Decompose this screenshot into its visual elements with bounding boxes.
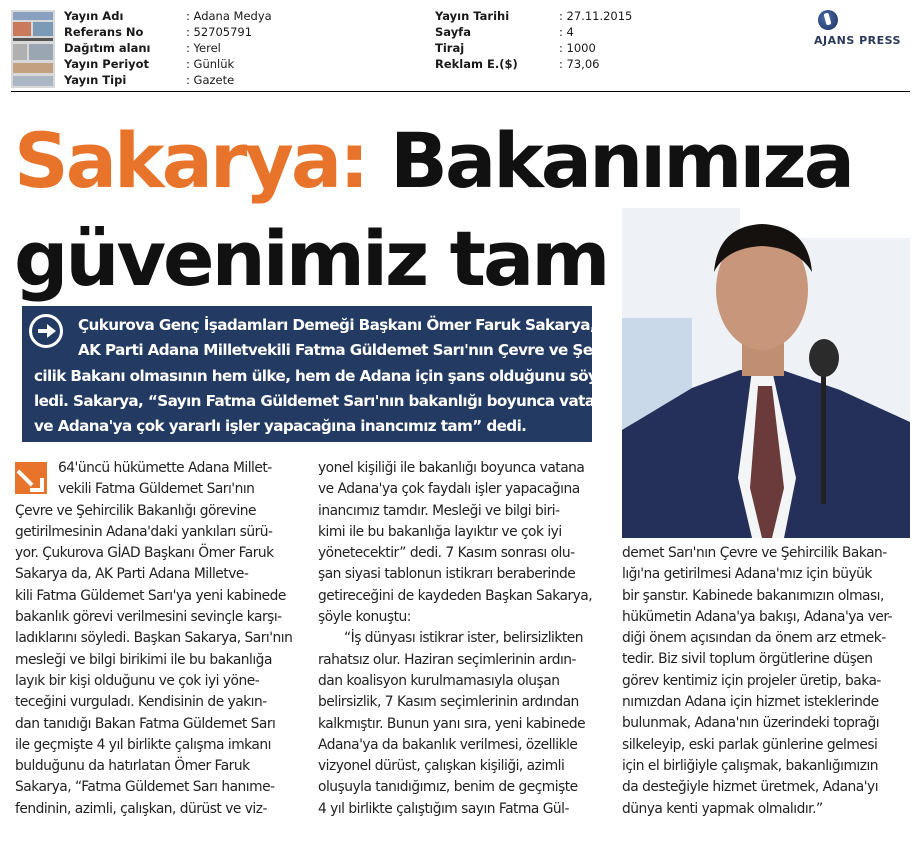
column-line: rahatsız olur. Haziran seçimlerinin ardın- [318,651,577,668]
meta-row [435,56,632,72]
portrait-illustration [622,208,910,538]
headline-line-1 [14,112,852,210]
column-line: “İş dünyası istikrar ister, belirsizlikten [344,630,584,647]
column-line: Sakarya da, AK Parti Adana Milletve- [15,566,249,583]
column-line: diği önem açısından da önem arz etmek- [622,630,886,647]
column-line: bakanlık görevi verilmesini sevinçle karşı- [15,609,282,626]
column-line: inancımız tamdır. Mesleği ve bilgi biri- [318,502,560,519]
meta-label: Yayın Periyot [64,57,150,71]
meta-row [435,8,632,24]
lead-line: cilik Bakanı olmasının hem ülke, hem de Adana için şans olduğunu söy- [34,367,603,385]
lead-line: ledi. Sakarya, “Sayın Fatma Güldemet Sarı'nın bakanlığı boyunca vatana [34,392,615,410]
meta-value: : 1000 [559,41,596,55]
column-line: için el birliğiyle çalışmak, bakanlığımızın [622,757,879,774]
column-line: bulduğunu da hatırlatan Ömer Faruk [15,758,250,775]
meta-left [64,8,272,88]
headline-line-1-text: Bakanımıza [390,116,852,205]
column-line: yonel kişiliği ile bakanlığı boyunca vatana [318,460,585,476]
column-line: teceğini vurguladı. Kendisinin de yakın- [15,694,267,711]
meta-value: : Adana Medya [186,9,272,23]
column-line: yor. Çukurova GİAD Başkanı Ömer Faruk [15,545,274,562]
column-line: şan siyasi tablonun istikrarı beraberinde [318,566,576,583]
meta-value: : 4 [559,25,574,39]
meta-label: Referans No [64,25,144,39]
body-column-2 [318,458,614,820]
column-line: kili Fatma Güldemet Sarı'ya yeni kabinede [15,587,286,604]
lead-line: ve Adana'ya çok yararlı işler yapacağına inancımız tam” dedi. [34,417,527,435]
meta-row [64,8,272,24]
column-line: bulunmak, Adana'nın üzerindeki toprağı [622,715,880,732]
column-line: ile geçmişte 4 yıl birlikte çalışma imkanı [15,736,271,753]
column-line: Adana'ya da bakanlık verilmesi, özellikle [318,736,578,753]
column-line: tedir. Biz sivil toplum örgütlerine düşen [622,651,873,668]
meta-row [64,72,272,88]
meta-row [435,24,632,40]
meta-value: : 73,06 [559,57,600,71]
lead-line: AK Parti Adana Milletvekili Fatma Güldemet Sarı'nın Çevre ve Şehir- [78,341,620,359]
column-line: görev kentimiz için projeler üretip, baka- [622,672,881,689]
column-line: şöyle konuştu: [318,609,411,626]
meta-label: Yayın Adı [64,9,124,23]
lead-line: Çukurova Genç İşadamları Demeği Başkanı Ömer Faruk Sakarya, [78,316,596,334]
logo-text: AJANS PRESS [814,34,901,47]
column-line: belirsizlik, 7 Kasım seçimlerinin ardından [318,694,579,711]
meta-value: : Gazete [186,73,235,87]
column-line: bir şanstır. Kabinede bakanımızın olması, [622,587,884,604]
meta-row [64,40,272,56]
column-line: dan koalisyon kurulmamasıyla oluşan [318,672,560,689]
logo-icon [818,10,838,30]
column-line: da desteğiyle hizmet üretmek, Adana'yı [622,779,879,796]
meta-value: : 52705791 [186,25,253,39]
meta-value: : 27.11.2015 [559,9,633,23]
column-line: fendinin, azimli, çalışkan, dürüst ve viz- [15,800,267,817]
column-line: Çevre ve Şehircilik Bakanlığı görevine [15,502,257,519]
ajans-press-logo [814,8,910,50]
column-line: mesleği ve bilgi birikimi ile bu bakanlığa [15,651,272,668]
meta-label: Reklam E.($) [435,57,518,71]
page-thumbnail [11,10,55,88]
meta-label: Yayın Tarihi [435,9,510,23]
portrait-photo [622,208,910,538]
column-line: getireceğini de kaydeden Başkan Sakarya, [318,587,593,604]
column-line: dan tanıdığı Bakan Fatma Güldemet Sarı [15,715,276,732]
column-line: vekili Fatma Güldemet Sarı'nın [58,481,255,498]
headline-orange: Sakarya: [14,116,367,205]
meta-row [64,24,272,40]
column-line: lığı'na getirilmesi Adana'mız için büyük [622,566,872,583]
column-line: Sakarya, “Fatma Güldemet Sarı hanıme- [15,779,275,796]
meta-label: Yayın Tipi [64,73,127,87]
column-line: ladıklarını söyledi. Başkan Sakarya, Sarı'nın [15,630,293,647]
column-line: 4 yıl birlikte çalıştığım sayın Fatma Gül- [318,800,569,817]
header-divider [11,91,910,92]
column-line: vizyonel dürüst, çalışkan kişiliği, azimli [318,758,565,775]
meta-value: : Yerel [186,41,221,55]
column-line: dünya kenti yapmak olmalıdır.” [622,800,823,817]
column-line: kalkmıştır. Bunun yanı sıra, yeni kabinede [318,715,586,732]
column-line: yönetecektir” dedi. 7 Kasım sonrası olu- [318,545,575,562]
column-line: getirilmesinin Adana'daki yankıları sürü- [15,523,273,540]
arrow-right-icon [29,314,63,348]
meta-label: Tiraj [435,41,465,55]
column-line: layık bir kişi olduğunu ve çok iyi yöne- [15,672,260,689]
column-line: silkeleyip, eski parlak günlerine gelmesi [622,736,878,753]
column-line: demet Sarı'nın Çevre ve Şehircilik Bakan- [622,545,887,561]
body-column-1 [15,458,305,820]
column-line: kimi ile bu bakanlığa layıktır ve çok iyi [318,523,562,540]
meta-label: Dağıtım alanı [64,41,151,55]
meta-value: : Günlük [186,57,235,71]
meta-row [435,40,632,56]
column-line: 64'üncü hükümette Adana Millet- [58,460,272,476]
headline-line-2: güvenimiz tam [14,214,608,303]
column-line: ve Adana'ya çok faydalı işler yapacağına [318,481,580,498]
column-line: hükümetin Adana'ya bakışı, Adana'ya ver- [622,608,893,625]
column-line: nımızdan Adana için hizmet isteklerinde [622,694,879,711]
body-column-3 [622,543,910,820]
meta-row [64,56,272,72]
meta-label: Sayfa [435,25,471,39]
meta-right [435,8,632,72]
lead-box [22,306,620,442]
column-line: oluşuyla tanıdığımız, benim de geçmişte [318,779,578,796]
